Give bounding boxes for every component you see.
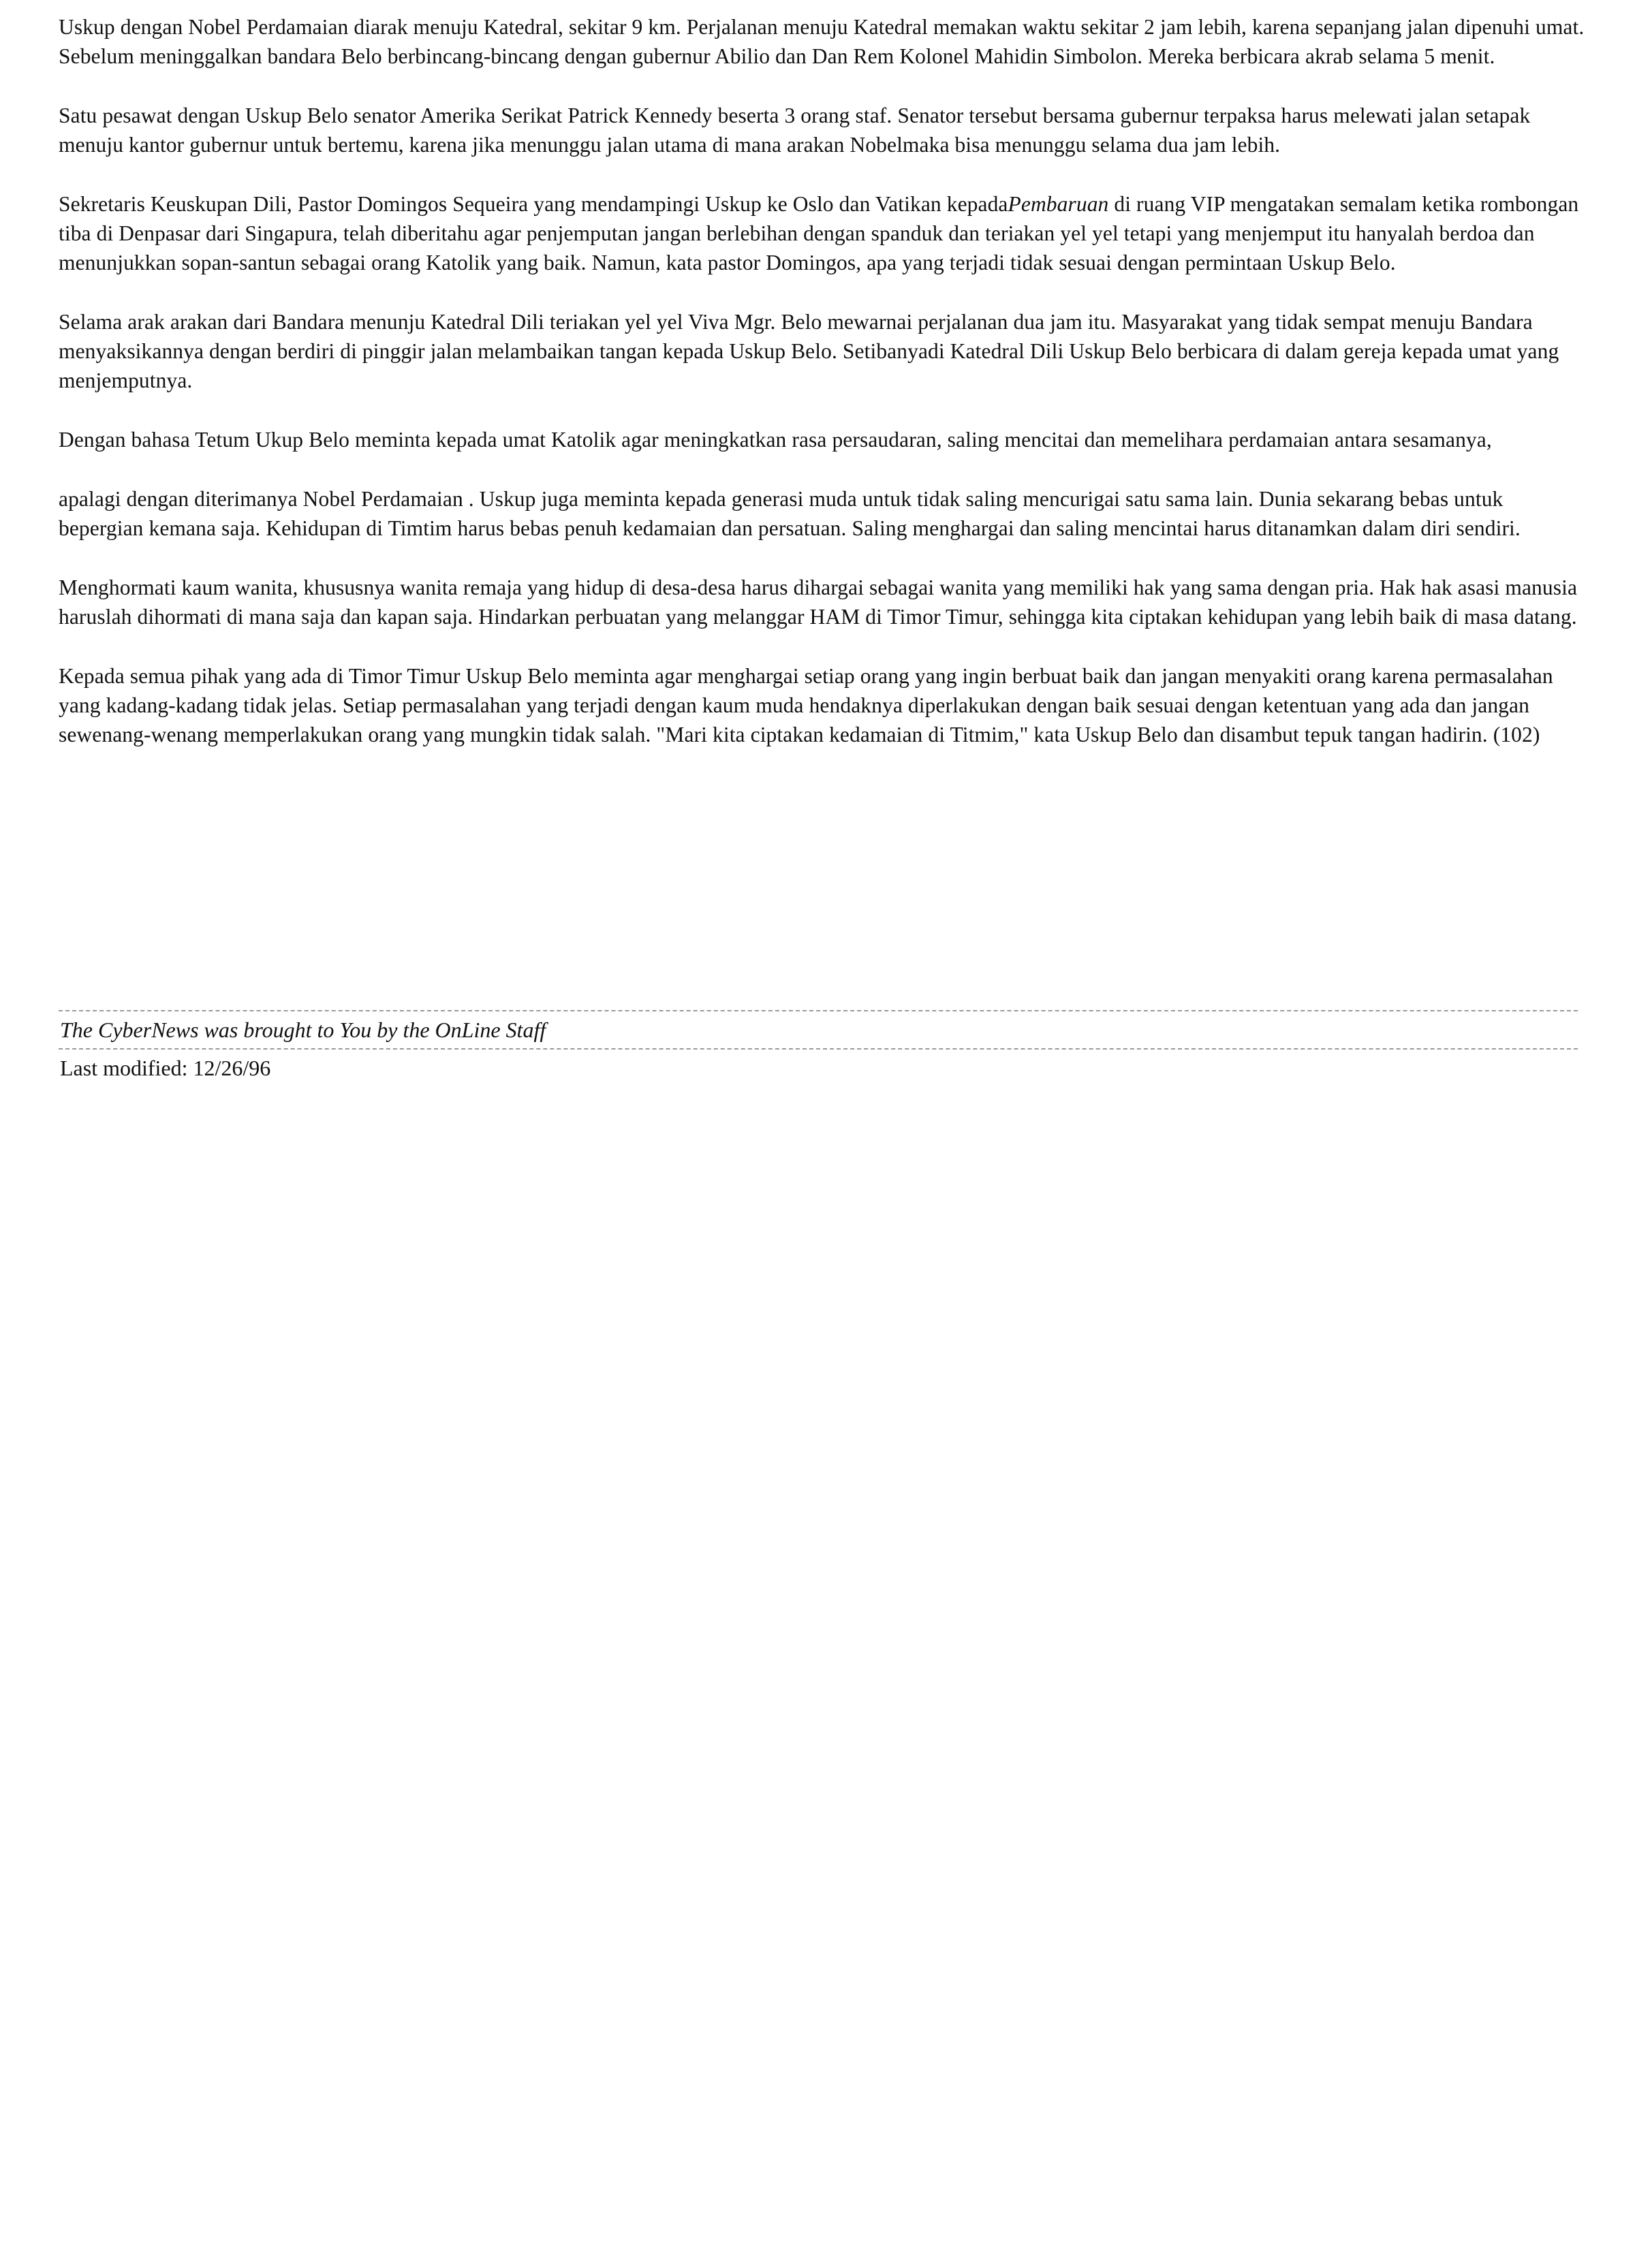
paragraph-3-after: di ruang VIP mengatakan semalam ketika rombongan tiba di Denpasar dari Singapura, telah diberitahu agar penjemputan jangan berlebihan dengan spanduk dan teriakan yel yel tetapi yang menjemput itu hanyalah berdoa dan menunjukkan sopan-santun sebagai orang Katolik yang baik. Namun, kata pastor Domingos, apa yang terjadi tidak sesuai dengan permintaan Uskup Belo. [59, 192, 1579, 274]
paragraph-2: Satu pesawat dengan Uskup Belo senator Amerika Serikat Patrick Kennedy beserta 3 orang staf. Senator tersebut bersama gubernur terpaksa harus melewati jalan setapak menuju kantor gubernur untuk bertemu, karena jika menunggu jalan utama di mana arakan Nobelmaka bisa menunggu selama dua jam lebih. [59, 104, 1531, 157]
article-body [59, 12, 1591, 779]
paragraph-7: Menghormati kaum wanita, khususnya wanita remaja yang hidup di desa-desa harus dihargai sebagai wanita yang memiliki hak yang sama dengan pria. Hak hak asasi manusia haruslah dihormati di mana saja dan kapan saja. Hindarkan perbuatan yang melanggar HAM di Timor Timur, sehingga kita ciptakan kehidupan yang lebih baik di masa datang. [59, 576, 1578, 629]
publication-name: Pembaruan [1008, 192, 1109, 216]
last-modified: Last modified: 12/26/96 [60, 1056, 271, 1080]
paragraph-6: apalagi dengan diterimanya Nobel Perdamaian . Uskup juga meminta kepada generasi muda untuk tidak saling mencurigai satu sama lain. Dunia sekarang bebas untuk bepergian kemana saja. Kehidupan di Timtim harus bebas penuh kedamaian dan persatuan. Saling menghargai dan saling mencintai harus ditanamkan dalam diri sendiri. [59, 487, 1521, 540]
paragraph-4: Selama arak arakan dari Bandara menunju Katedral Dili teriakan yel yel Viva Mgr. Belo mewarnai perjalanan dua jam itu. Masyarakat yang tidak sempat menuju Bandara menyaksikannya dengan berdiri di pinggir jalan melambaikan tangan kepada Uskup Belo. Setibanyadi Katedral Dili Uskup Belo berbicara di dalam gereja kepada umat yang menjemputnya. [59, 310, 1559, 392]
paragraph-5: Dengan bahasa Tetum Ukup Belo meminta kepada umat Katolik agar meningkatkan rasa persaudaran, saling mencitai dan memelihara perdamaian antara sesamanya, [59, 428, 1492, 452]
paragraph-3-before: Sekretaris Keuskupan Dili, Pastor Domingos Sequeira yang mendampingi Uskup ke Oslo dan Vatikan kepada [59, 192, 1008, 216]
paragraph-3 [59, 189, 1591, 277]
paragraph-1: Uskup dengan Nobel Perdamaian diarak menuju Katedral, sekitar 9 km. Perjalanan menuju Katedral memakan waktu sekitar 2 jam lebih, karena sepanjang jalan dipenuhi umat. Sebelum meninggalkan bandara Belo berbincang-bincang dengan gubernur Abilio dan Dan Rem Kolonel Mahidin Simbolon. Mereka berbicara akrab selama 5 menit. [59, 15, 1585, 68]
footer-divider-bottom [59, 1048, 1578, 1050]
footer-divider-top [59, 1010, 1578, 1011]
paragraph-8: Kepada semua pihak yang ada di Timor Timur Uskup Belo meminta agar menghargai setiap orang yang ingin berbuat baik dan jangan menyakiti orang karena permasalahan yang kadang-kadang tidak jelas. Setiap permasalahan yang terjadi dengan kaum muda hendaknya diperlakukan dengan baik sesuai dengan ketentuan yang ada dan jangan sewenang-wenang memperlakukan orang yang mungkin tidak salah. "Mari kita ciptakan kedamaian di Titmim," kata Uskup Belo dan disambut tepuk tangan hadirin. (102) [59, 664, 1553, 746]
staff-credit: The CyberNews was brought to You by the OnLine Staff [60, 1018, 546, 1042]
